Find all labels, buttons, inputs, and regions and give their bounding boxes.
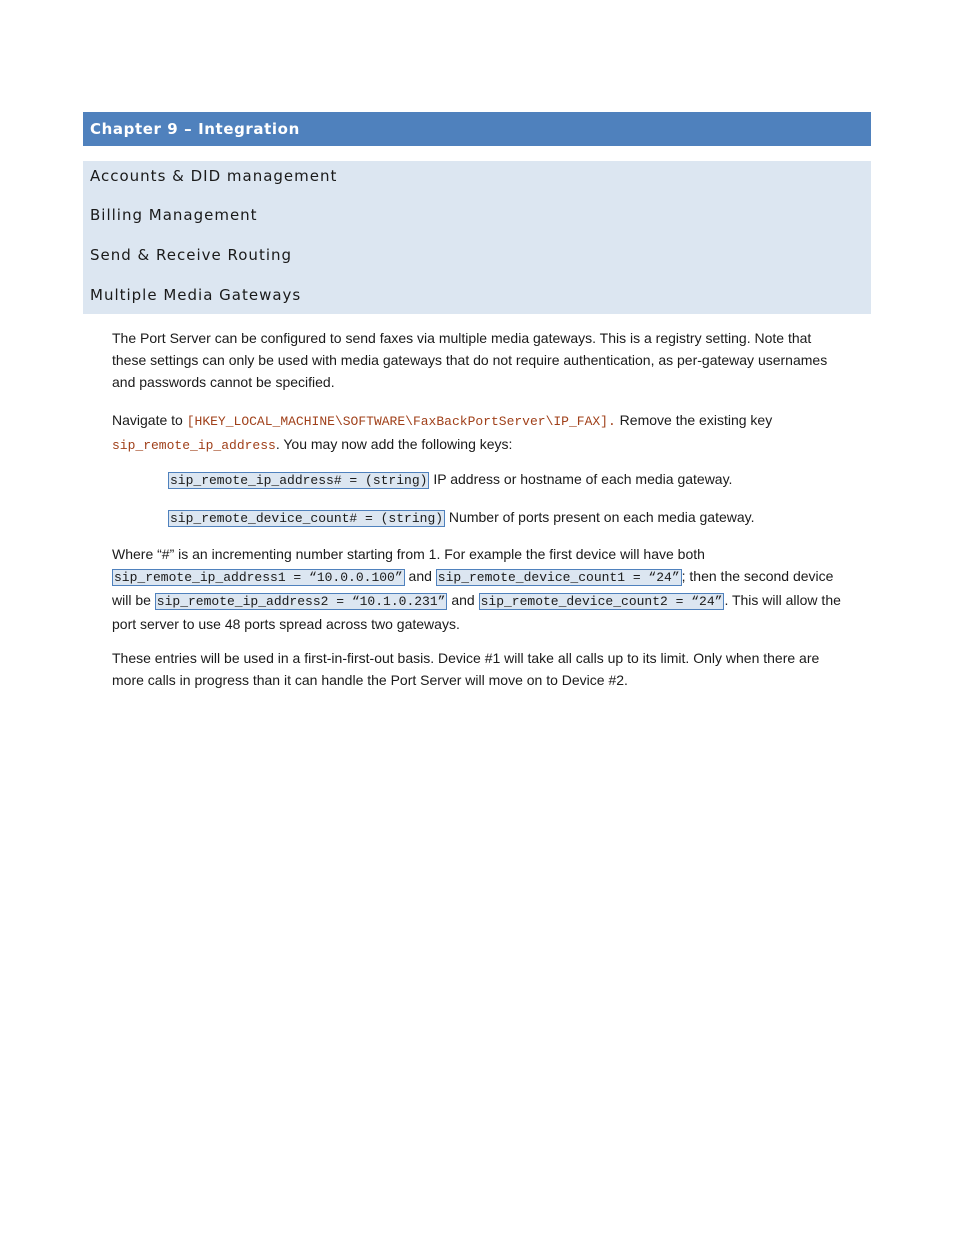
example-code-3: sip_remote_ip_address2 = “10.1.0.231” — [156, 594, 446, 609]
paragraph-example — [112, 543, 847, 635]
paragraph-fifo: These entries will be used in a first-in-first-out basis. Device #1 will take all calls up to its limit. Only when there are more calls in progress than it can handle the Port Server will move on to Device #2. — [112, 650, 820, 688]
example-code-2: sip_remote_device_count1 = “24” — [437, 570, 680, 585]
registry-path: [HKEY_LOCAL_MACHINE\SOFTWARE\FaxBackPortServer\IP_FAX]. — [186, 414, 616, 429]
section-routing: Send & Receive Routing — [90, 246, 293, 264]
section-list — [83, 161, 871, 314]
example-end: . This will allow the port server to use 48 ports spread across two gateways. — [112, 592, 841, 632]
key-ip-address — [168, 468, 848, 492]
section-media-gateways: Multiple Media Gateways — [90, 286, 302, 304]
key-device-count-code: sip_remote_device_count# = (string) — [170, 511, 444, 526]
key-device-count — [168, 506, 848, 530]
example-intro: Where “#” is an incrementing number starting from 1. For example the first device will have both — [112, 546, 705, 562]
example-code-1: sip_remote_ip_address1 = “10.0.0.100” — [114, 570, 403, 585]
example-code-4: sip_remote_device_count2 = “24” — [480, 594, 723, 609]
example-and-2: and — [447, 592, 479, 608]
example-middle: ; then the second device will be — [112, 568, 834, 608]
chapter-heading: Chapter 9 – Integration — [83, 112, 871, 146]
existing-key: sip_remote_ip_address — [112, 438, 276, 453]
example-and-1: and — [404, 568, 436, 584]
section-billing: Billing Management — [90, 206, 258, 224]
paragraph-intro: The Port Server can be configured to send faxes via multiple media gateways. This is a registry setting. Note that these settings can only be used with media gateways that do not require authentication, as per-gateway usernames and passwords cannot be specified. — [112, 330, 828, 390]
section-accounts-did: Accounts & DID management — [90, 167, 338, 185]
key-ip-address-desc: IP address or hostname of each media gateway. — [429, 471, 733, 487]
navigate-text: Navigate to — [112, 412, 187, 428]
add-keys-text: . You may now add the following keys: — [275, 436, 513, 452]
paragraph-navigate — [112, 409, 847, 457]
key-ip-address-code: sip_remote_ip_address# = (string) — [170, 473, 428, 488]
remove-key-text: Remove the existing key — [615, 412, 773, 428]
key-device-count-desc: Number of ports present on each media gateway. — [445, 509, 755, 525]
